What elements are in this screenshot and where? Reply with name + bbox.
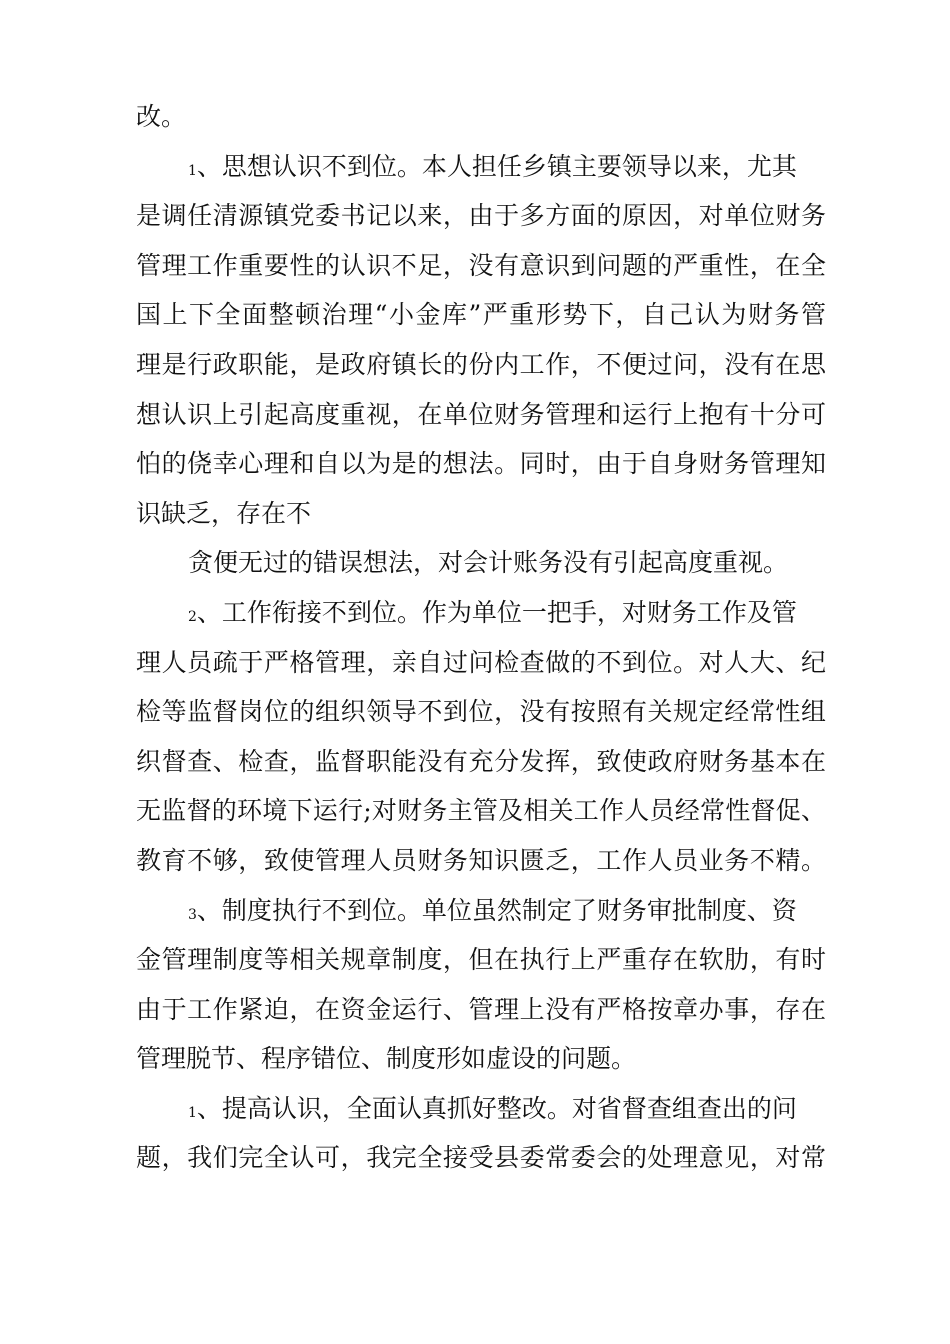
text-line: 识缺乏，存在不	[136, 498, 312, 528]
text-line: 贪便无过的错误想法，对会计账务没有引起高度重视。	[188, 548, 789, 578]
paragraph-first-line	[136, 1084, 826, 1134]
paragraph-first-line	[136, 538, 826, 588]
text-line: 题，我们完全认可，我完全接受县委常委会的处理意见，对常	[136, 1143, 826, 1173]
text-line: 、工作衔接不到位。作为单位一把手，对财务工作及管	[196, 597, 797, 627]
text-line: 教育不够，致使管理人员财务知识匮乏，工作人员业务不精。	[136, 845, 826, 875]
text-line: 改。	[136, 102, 187, 131]
text-line: 怕的侥幸心理和自以为是的想法。同时，由于自身财务管理知	[136, 449, 826, 479]
text-line: 管理工作重要性的认识不足，没有意识到问题的严重性，在全	[136, 250, 826, 280]
text-line: 检等监督岗位的组织领导不到位，没有按照有关规定经常性组	[136, 697, 826, 727]
text-line: 理人员疏于严格管理，亲自过问检查做的不到位。对人大、纪	[136, 647, 826, 677]
text-line: 无监督的环境下运行;对财务主管及相关工作人员经常性督促、	[136, 796, 826, 826]
paragraph-first-line	[136, 886, 826, 936]
text-line: 、提高认识，全面认真抓好整改。对省督查组查出的问	[196, 1093, 797, 1123]
text-line: 管理脱节、程序错位、制度形如虚设的问题。	[136, 1044, 637, 1074]
item-number: 3	[188, 906, 197, 923]
text-line: 是调任清源镇党委书记以来，由于多方面的原因，对单位财务	[136, 201, 826, 231]
paragraph-continuation-line	[136, 92, 826, 142]
text-line: 由于工作紧迫，在资金运行、管理上没有严格按章办事，存在	[136, 994, 826, 1024]
document-body	[136, 92, 826, 1183]
item-number: 1	[188, 162, 197, 179]
paragraph-first-line	[136, 142, 826, 192]
text-line: 织督查、检查，监督职能没有充分发挥，致使政府财务基本在	[136, 746, 826, 776]
text-line: 、制度执行不到位。单位虽然制定了财务审批制度、资	[196, 895, 797, 925]
paragraph-first-line	[136, 588, 826, 638]
text-line: 、思想认识不到位。本人担任乡镇主要领导以来，尤其	[196, 151, 797, 181]
text-line: 金管理制度等相关规章制度，但在执行上严重存在软肋，有时	[136, 945, 826, 975]
text-line: 国上下全面整顿治理“小金库”严重形势下，自己认为财务管	[136, 300, 826, 330]
item-number: 2	[188, 608, 197, 625]
text-line: 想认识上引起高度重视，在单位财务管理和运行上抱有十分可	[136, 399, 826, 429]
text-line: 理是行政职能，是政府镇长的份内工作，不便过问，没有在思	[136, 349, 826, 379]
item-number: 1	[188, 1104, 197, 1121]
